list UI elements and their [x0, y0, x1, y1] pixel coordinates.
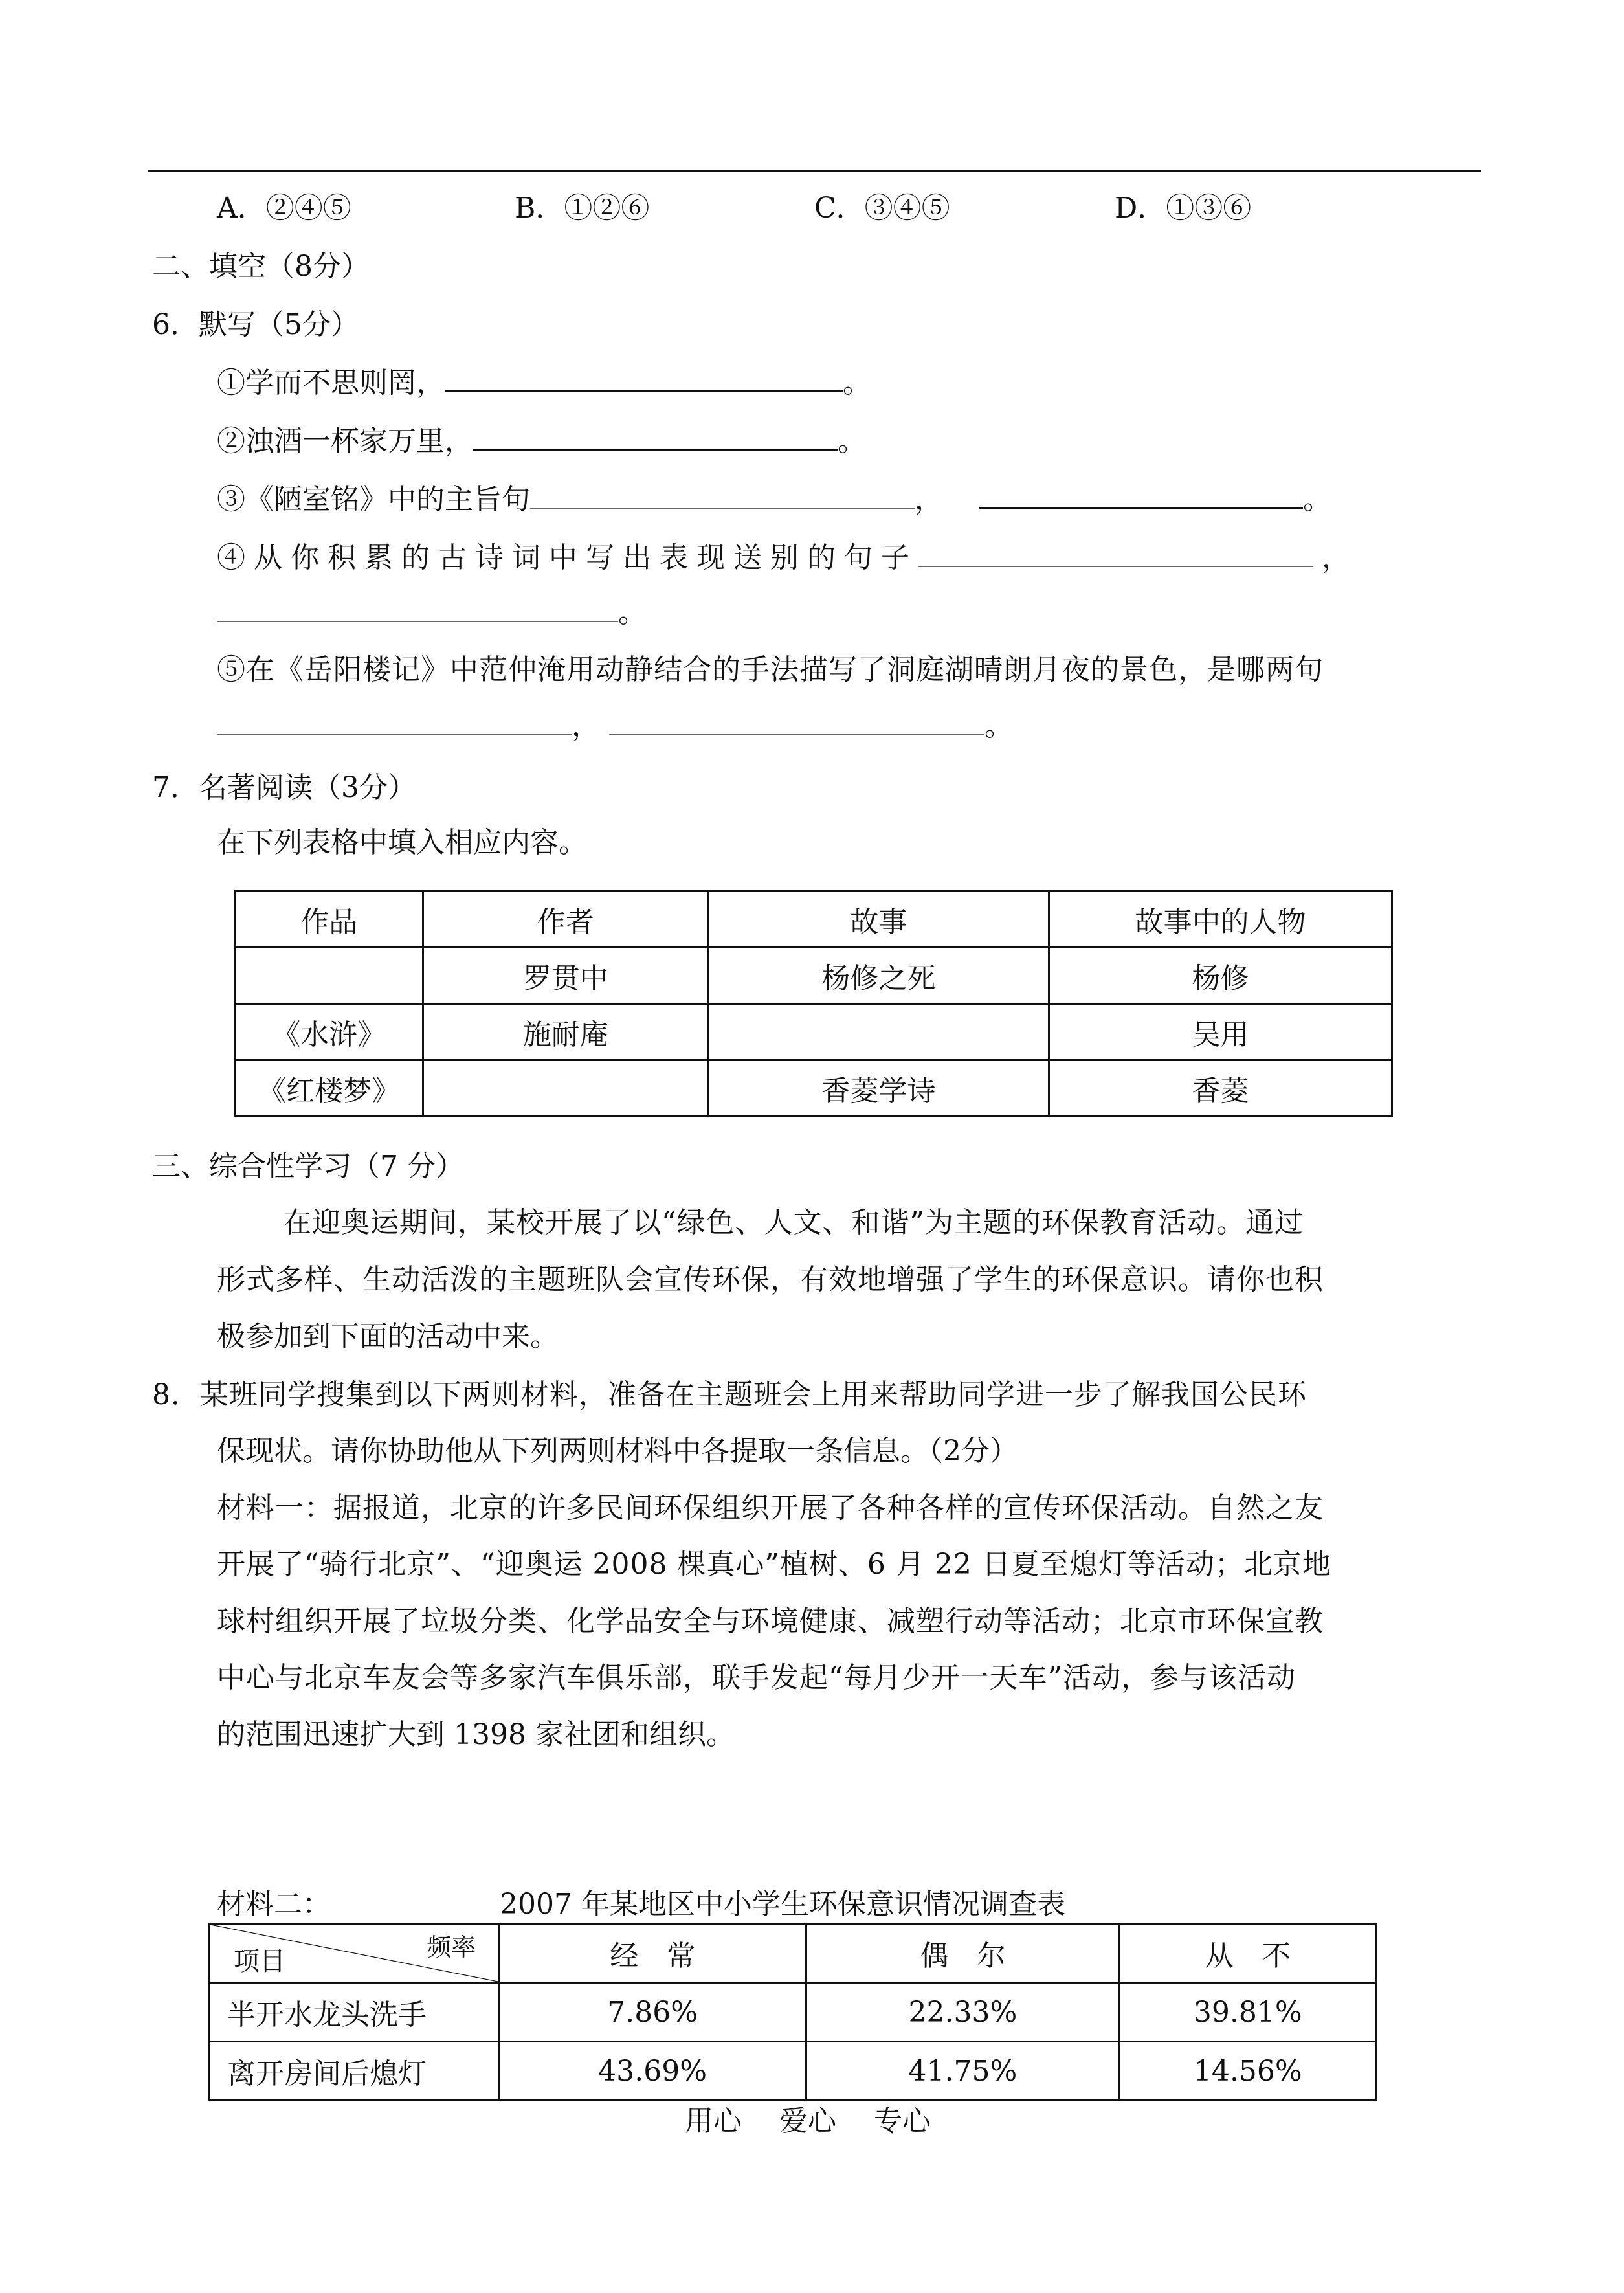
q6-item3-mid: ， [915, 483, 943, 516]
works-header-cell: 故事中的人物 [1049, 891, 1392, 948]
works-header-cell: 作品 [236, 891, 423, 948]
option-c: C．③④⑤ [814, 192, 950, 225]
material2-title: 2007 年某地区中小学生环保意识情况调查表 [500, 1888, 1065, 1921]
q6-item5-mid: ， [572, 710, 600, 743]
survey-row-label: 离开房间后熄灯 [210, 2042, 499, 2101]
option-d: D．①③⑥ [1115, 192, 1252, 225]
works-cell: 香菱 [1049, 1060, 1392, 1117]
works-cell: 杨修之死 [708, 948, 1049, 1004]
q6-item2-text: ②浊酒一杯家万里， [217, 425, 473, 458]
works-header-cell: 故事 [708, 891, 1049, 948]
survey-col-header: 经 常 [499, 1924, 806, 1983]
survey-cell: 22.33% [806, 1983, 1119, 2042]
section3-intro-line1: 在迎奥运期间，某校开展了以“绿色、人文、和谐”为主题的环保教育活动。通过 [283, 1206, 1304, 1239]
q7-instruction: 在下列表格中填入相应内容。 [217, 826, 587, 859]
q6-title: 6．默写（5分） [152, 308, 359, 341]
q6-item1-end: 。 [843, 366, 871, 399]
q6-item2-blank[interactable] [473, 418, 838, 451]
option-a: A．②④⑤ [217, 192, 351, 225]
q8-line2: 保现状。请你协助他从下列两则材料中各提取一条信息。（2分） [217, 1435, 1018, 1468]
works-cell: 罗贯中 [423, 948, 708, 1004]
works-cell: 吴用 [1049, 1004, 1392, 1060]
material1-line5: 的范围迅速扩大到 1398 家社团和组织。 [217, 1718, 735, 1751]
table-row [236, 1004, 1392, 1060]
q6-item4-text: ④从你积累的古诗词中写出表现送别的句子 [217, 541, 918, 574]
table-row [210, 2042, 1377, 2101]
works-cell: 香菱学诗 [708, 1060, 1049, 1117]
q6-item3-text: ③《陋室铭》中的主旨句 [217, 483, 530, 516]
q6-item5-blank1[interactable] [217, 703, 572, 735]
q6-item4-mid: ， [1322, 541, 1359, 574]
option-b: B．①②⑥ [515, 192, 650, 225]
works-table-header [236, 891, 1392, 948]
q6-item2-end: 。 [838, 425, 866, 458]
table-row [236, 1060, 1392, 1117]
q6-item4-end: 。 [618, 596, 647, 629]
works-header-cell: 作者 [423, 891, 708, 948]
material2-label: 材料二： [217, 1888, 331, 1921]
corner-label-item: 项目 [234, 1947, 285, 1976]
q6-item3-end: 。 [1303, 483, 1331, 516]
section3-intro-line3: 极参加到下面的活动中来。 [217, 1320, 559, 1353]
table-row [236, 948, 1392, 1004]
survey-cell: 41.75% [806, 2042, 1119, 2101]
q6-item1-blank[interactable] [445, 359, 843, 392]
material1-line2: 开展了“骑行北京”、“迎奥运 2008 棵真心”植树、6 月 22 日夏至熄灯等活动；北京地 [217, 1548, 1331, 1581]
works-cell: 杨修 [1049, 948, 1392, 1004]
survey-row-label: 半开水龙头洗手 [210, 1983, 499, 2042]
table-row [210, 1983, 1377, 2042]
material1-line3: 球村组织开展了垃圾分类、化学品安全与环境健康、减塑行动等活动；北京市环保宣教 [217, 1605, 1324, 1638]
works-cell-blank[interactable] [708, 1004, 1049, 1060]
survey-cell: 14.56% [1119, 2042, 1376, 2101]
survey-col-header: 从 不 [1119, 1924, 1376, 1983]
works-cell: 施耐庵 [423, 1004, 708, 1060]
material1-line1: 材料一：据报道，北京的许多民间环保组织开展了各种各样的宣传环保活动。自然之友 [217, 1492, 1324, 1525]
q6-item2 [217, 418, 866, 459]
q6-item3-blank2[interactable] [979, 476, 1303, 509]
q6-item3-blank1[interactable] [530, 476, 915, 509]
q6-item3 [217, 476, 1331, 517]
q6-item1-text: ①学而不思则罔， [217, 366, 445, 399]
survey-cell: 7.86% [499, 1983, 806, 2042]
q6-item5-end: 。 [984, 710, 1013, 743]
corner-label-frequency: 频率 [427, 1933, 476, 1962]
q6-item5-cont [217, 702, 1013, 744]
q6-item4-blank2[interactable] [217, 590, 618, 622]
survey-cell: 39.81% [1119, 1983, 1376, 2042]
works-table [234, 890, 1393, 1117]
survey-table [208, 1923, 1377, 2101]
q8-line1: 8．某班同学搜集到以下两则材料，准备在主题班会上用来帮助同学进一步了解我国公民环 [152, 1378, 1307, 1411]
page-footer: 用心 爱心 专心 [685, 2105, 931, 2138]
section2-title: 二、填空（8分） [152, 250, 370, 283]
q6-item4-cont [217, 589, 647, 631]
works-cell-blank[interactable] [236, 948, 423, 1004]
survey-table-header [210, 1924, 1377, 1983]
q6-item5: ⑤在《岳阳楼记》中范仲淹用动静结合的手法描写了洞庭湖晴朗月夜的景色，是哪两句 [217, 653, 1324, 686]
section3-intro-line2: 形式多样、生动活泼的主题班队会宣传环保，有效地增强了学生的环保意识。请你也积 [217, 1263, 1324, 1296]
q6-item4 [217, 534, 1359, 576]
material1-line4: 中心与北京车友会等多家汽车俱乐部，联手发起“每月少开一天车”活动，参与该活动 [217, 1661, 1296, 1694]
q6-item4-blank1[interactable] [918, 535, 1313, 567]
q6-item5-blank2[interactable] [609, 703, 984, 735]
survey-corner-cell [210, 1924, 499, 1983]
header-rule [148, 170, 1481, 172]
works-cell-blank[interactable] [423, 1060, 708, 1117]
survey-col-header: 偶 尔 [806, 1924, 1119, 1983]
section3-title: 三、综合性学习（7 分） [152, 1150, 464, 1183]
works-cell: 《水浒》 [236, 1004, 423, 1060]
survey-cell: 43.69% [499, 2042, 806, 2101]
q6-item1 [217, 359, 871, 401]
q7-title: 7．名著阅读（3分） [152, 771, 416, 804]
works-cell: 《红楼梦》 [236, 1060, 423, 1117]
